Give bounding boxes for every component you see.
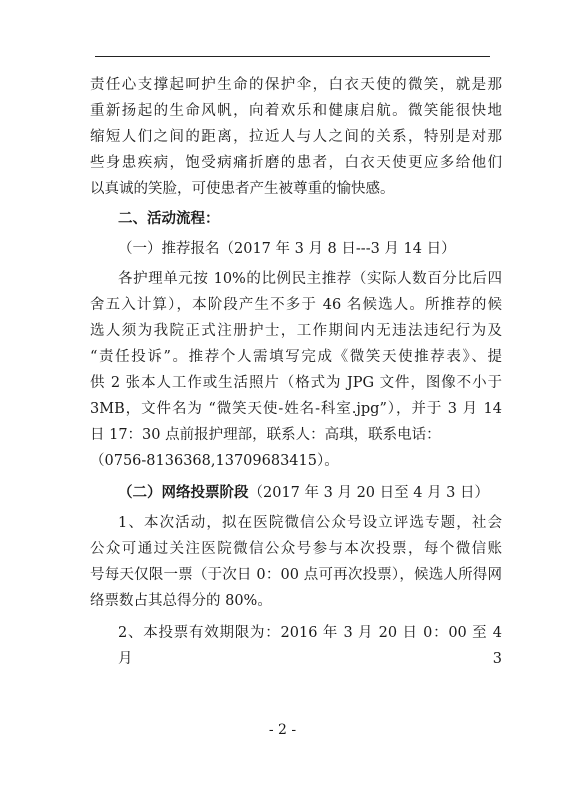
step1-paragraph [90,266,502,474]
text-line: 公众可通过关注医院微信公众号参与本次投票，每个微信账 [90,541,502,557]
page-number: - 2 - [268,722,297,738]
text-line: 责任心支撑起呵护生命的保护伞，白衣天使的微笑，就是那 [90,77,502,93]
text-line: （0756-8136368,13709683415）。 [90,453,339,469]
step2-heading [90,480,502,506]
text-line: “责任投诉”。推荐个人需填写完成《微笑天使推荐表》、提 [90,349,502,365]
text-line: 缩短人们之间的距离，拉近人与人之间的关系，特别是对那 [90,129,502,145]
text-line: 重新扬起的生命风帆，向着欢乐和健康启航。微笑能很快地 [90,103,502,119]
text-line: 供 2 张本人工作或生活照片（格式为 JPG 文件，图像不小于 [90,375,502,391]
text-line: 以真诚的笑脸，可使患者产生被尊重的愉快感。 [90,181,395,197]
text-line: 3MB，文件名为 “微笑天使-姓名-科室.jpg”），并于 3 月 14 [90,401,502,417]
section-heading: 二、活动流程： [118,210,220,227]
intro-paragraph [90,72,502,202]
step2-item1-paragraph [90,510,502,614]
step2-heading-dates: （2017 年 3 月 20 日至 4 月 3 日） [248,485,490,501]
text-line: 1、本次活动，拟在医院微信公众号设立评选专题，社会 [118,515,502,531]
text-line: 日 17：30 点前报护理部，联系人：高琪，联系电话： [90,427,441,443]
document-body [90,72,502,667]
text-line: 舍五入计算），本阶段产生不多于 46 名候选人。所推荐的候 [90,297,502,313]
text-line: 些身患疾病，饱受病痛折磨的患者，白衣天使更应多给他们 [90,155,502,171]
step1-heading: （一）推荐报名（2017 年 3 月 8 日---3 月 14 日） [118,241,456,257]
text-line: 号每天仅限一票（于次日 0：00 点可再次投票），候选人所得网 [90,567,502,583]
step2-heading-title: （二）网络投票阶段 [118,484,249,501]
step2-item2-line: 2、本投票有效期限为：2016 年 3 月 20 日 0：00 至 4 月 3 [118,625,502,667]
text-line: 选人须为我院正式注册护士，工作期间内无违法违纪行为及 [90,323,502,339]
text-line: 络票数占其总得分的 80%。 [90,593,272,609]
text-line: 各护理单元按 10%的比例民主推荐（实际人数百分比后四 [118,271,502,287]
header-rule [95,56,490,57]
